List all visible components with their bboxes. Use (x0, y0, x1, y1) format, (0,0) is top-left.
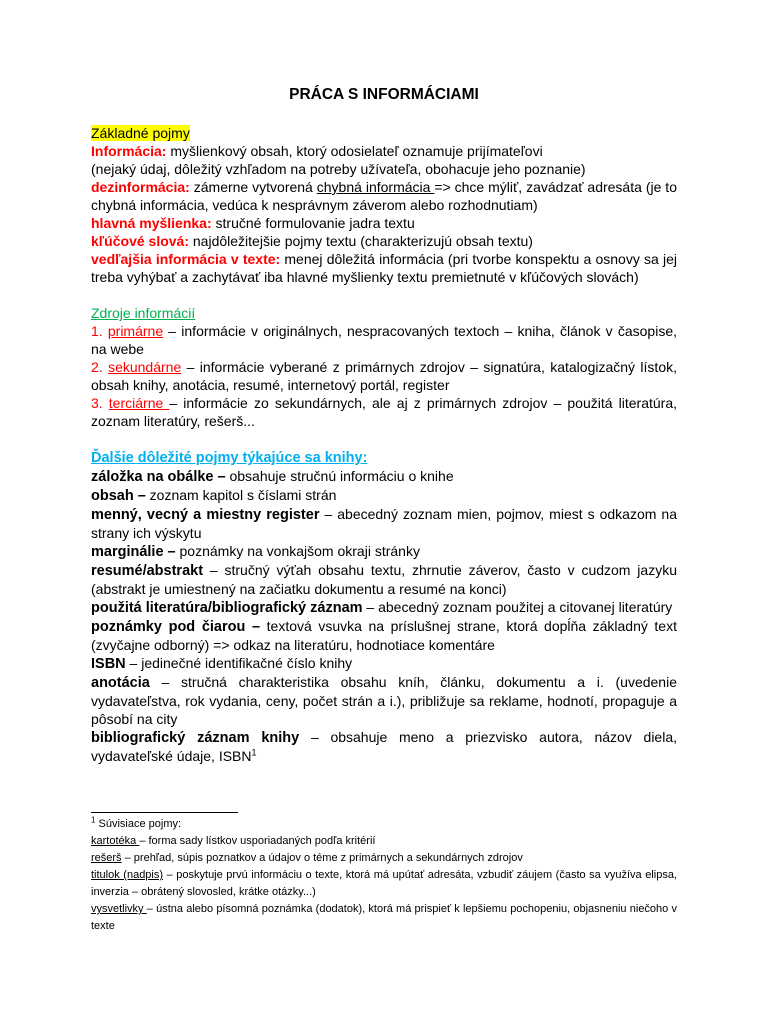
footnote-item: vysvetlivky – ústna alebo písomná poznámka (dodatok), ktorá má prispieť k lepšiemu pochopeniu, objasneniu niečoho v texte (91, 903, 677, 932)
document-body (91, 124, 677, 765)
term-anotacia: anotácia – stručná charakteristika obsahu kníh, článku, dokumentu a i. (uvedenie vydavateľstva, rok vydania, ceny, počet strán a i.), približuje sa reklame, hodnotí, propaguje a pôsobí na city (91, 674, 677, 727)
definition-dezinformacia: dezinformácia: zámerne vytvorená chybná informácia => chce mýliť, zavádzať adresáta (je to chybná informácia, vedúca k nesprávnym záverom alebo rozhodnutiam) (91, 179, 677, 213)
footnote-separator (91, 812, 238, 813)
term-isbn: ISBN – jedinečné identifikačné číslo knihy (91, 655, 353, 672)
page-title: PRÁCA S INFORMÁCIAMI (289, 86, 479, 103)
definition-informacia-note: (nejaký údaj, dôležitý vzhľadom na potreby užívateľa, obohacuje jeho poznanie) (91, 161, 586, 177)
term-resume: resumé/abstrakt – stručný výťah obsahu textu, zhrnutie záverov, často v cudzom jazyku (abstrakt je umiestnený na začiatku dokumentu a resumé na konci) (91, 562, 677, 597)
footnote-reference[interactable]: 1 (251, 747, 257, 758)
term-register: menný, vecný a miestny register – abecedný zoznam mien, pojmov, miest s odkazom na strany ich výskytu (91, 506, 677, 541)
section-heading-basics: Základné pojmy (91, 125, 190, 141)
term-obsah: obsah – zoznam kapitol s číslami strán (91, 487, 337, 504)
section-heading-sources: Zdroje informácií (91, 305, 196, 321)
definition-informacia: Informácia: myšlienkový obsah, ktorý odosielateľ oznamuje prijímateľovi (91, 143, 543, 159)
term-poznamky: poznámky pod čiarou – textová vsuvka na príslušnej strane, ktorá dopĺňa základný text (zvyčajne odborný) => odkaz na literatúru, hodnotiace komentáre (91, 618, 677, 653)
definition-vedlajsia-informacia: vedľajšia informácia v texte: menej dôležitá informácia (pri tvorbe konspektu a osnovy sa jej treba vyhýbať a zachytávať iba hlavné myšlienky textu premietnuté v kľúčových slovách) (91, 251, 678, 285)
term-bibliograficky-zaznam: bibliografický záznam knihy – obsahuje meno a priezvisko autora, názov diela, vydavateľské údaje, ISBN$^1$ (91, 729, 678, 764)
term-zalozka: záložka na obálke – obsahuje stručnú informáciu o knihe (91, 468, 454, 485)
definition-klucove-slova: kľúčové slová: najdôležitejšie pojmy textu (charakterizujú obsah textu) (91, 233, 533, 249)
footnotes (91, 816, 677, 935)
source-secondary: 2. sekundárne – informácie vyberané z primárnych zdrojov – signatúra, katalogizačný lístok, obsah knihy, anotácia, resumé, internetový portál, register (91, 359, 677, 393)
footnote-item: kartotéka – forma sady lístkov usporiadaných podľa kritérií (91, 835, 376, 847)
term-literatura: použitá literatúra/bibliografický záznam – abecedný zoznam použitej a citovanej literatúry (91, 599, 673, 616)
footnote-item: rešerš – prehľad, súpis poznatkov a údajov o téme z primárnych a sekundárnych zdrojov (91, 852, 523, 864)
section-heading-book-terms: Ďalšie dôležité pojmy týkajúce sa knihy: (91, 450, 368, 466)
footnote-item: titulok (nadpis) – poskytuje prvú informáciu o texte, ktorá má upútať adresáta, vzbudiť záujem (často sa využíva elipsa, inverzia – obrátený slovosled, krátke otázky...) (91, 869, 677, 898)
term-marginalie: marginálie – poznámky na vonkajšom okraji stránky (91, 543, 420, 560)
source-primary: 1. primárne – informácie v originálnych, nespracovaných textoch – kniha, článok v časopise, na webe (91, 323, 677, 357)
footnote-intro: $^1$ Súvisiace pojmy: (91, 815, 182, 830)
definition-hlavna-myslienka: hlavná myšlienka: stručné formulovanie jadra textu (91, 215, 415, 231)
source-tertiary: 3. terciárne – informácie zo sekundárnych, ale aj z primárnych zdrojov – použitá literatúra, zoznam literatúry, rešerš... (91, 395, 678, 429)
